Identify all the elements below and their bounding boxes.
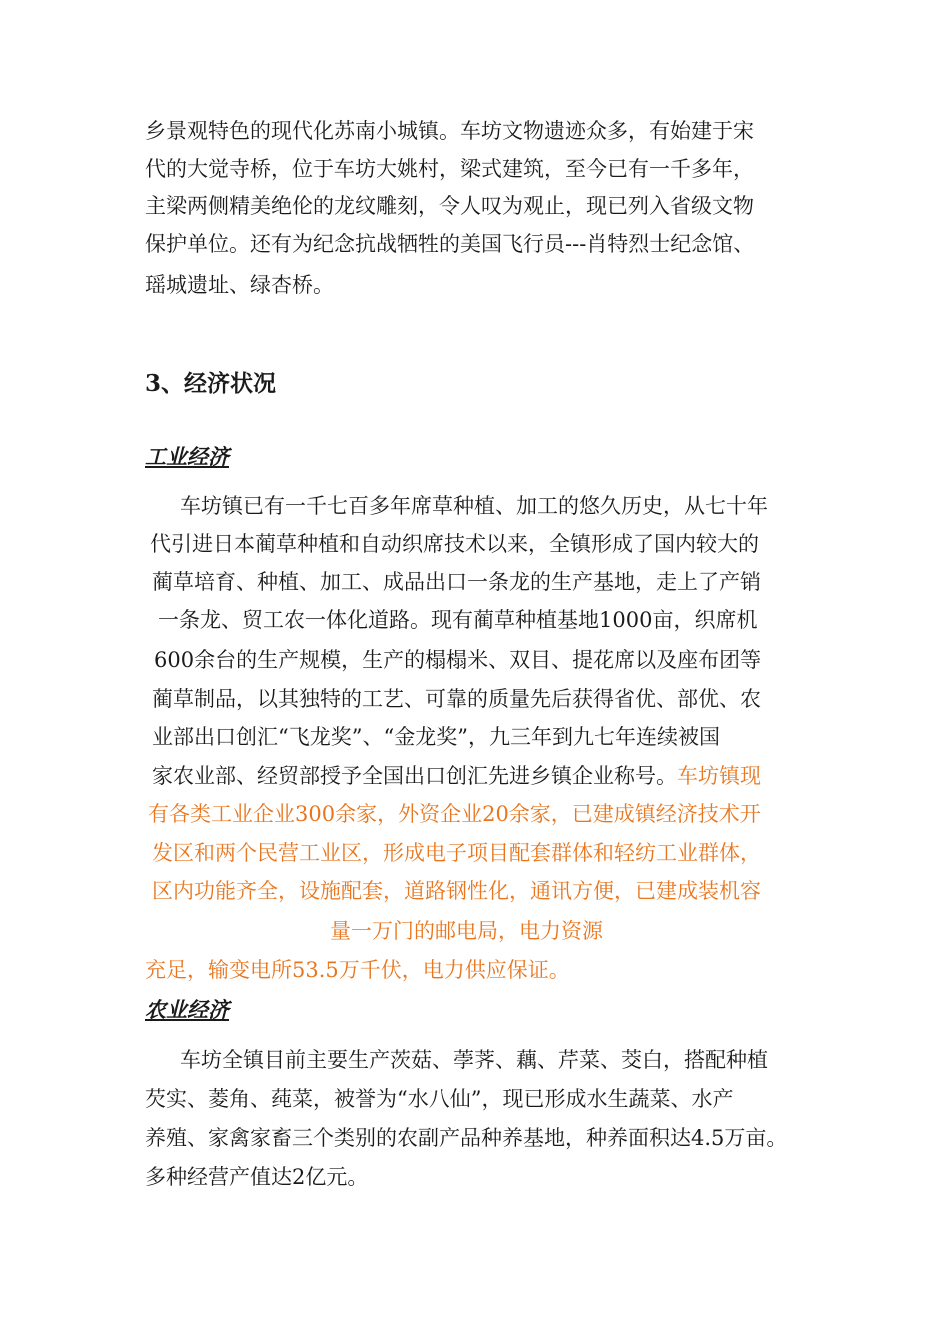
- industry-line-8-highlight: 车坊镇现: [677, 764, 761, 788]
- industry-highlight-line-4: 量一万门的邮电局，电力资源: [330, 919, 603, 943]
- industry-line-5: 600余台的生产规模，生产的榻榻米、双目、提花席以及座布团等: [154, 648, 762, 672]
- industry-line-8-text: 家农业部、经贸部授予全国出口创汇先进乡镇企业称号。: [152, 764, 677, 788]
- intro-line-4: 保护单位。还有为纪念抗战牺牲的美国飞行员---肖特烈士纪念馆、: [145, 232, 755, 256]
- agriculture-line-3: 养殖、家禽家畜三个类别的农副产品种养基地，种养面积达4.5万亩。: [145, 1126, 788, 1150]
- section-heading: 3、经济状况: [145, 370, 277, 397]
- industry-line-1: 车坊镇已有一千七百多年席草种植、加工的悠久历史，从七十年: [180, 494, 768, 518]
- agriculture-line-2: 芡实、菱角、莼菜，被誉为“水八仙”，现已形成水生蔬菜、水产: [145, 1087, 734, 1111]
- intro-line-3: 主梁两侧精美绝伦的龙纹雕刻，令人叹为观止，现已列入省级文物: [145, 194, 754, 218]
- industry-highlight-line-2: 发区和两个民营工业区，形成电子项目配套群体和轻纺工业群体，: [152, 841, 761, 865]
- industry-line-6: 蔺草制品，以其独特的工艺、可靠的质量先后获得省优、部优、农: [152, 687, 761, 711]
- agriculture-line-1: 车坊全镇目前主要生产茨菇、荸荠、藕、芹菜、茭白，搭配种植: [180, 1048, 768, 1072]
- industry-highlight-line-3: 区内功能齐全，设施配套，道路钢性化，通讯方便，已建成装机容: [152, 879, 761, 903]
- industry-line-4: 一条龙、贸工农一体化道路。现有蔺草种植基地1000亩，织席机: [158, 608, 758, 632]
- industry-line-2: 代引进日本蔺草种植和自动织席技术以来，全镇形成了国内较大的: [150, 532, 759, 556]
- intro-line-1: 乡景观特色的现代化苏南小城镇。车坊文物遗迹众多，有始建于宋: [145, 119, 754, 143]
- agriculture-line-4: 多种经营产值达2亿元。: [145, 1165, 369, 1189]
- industry-highlight-line-1: 有各类工业企业300余家，外资企业20余家，已建成镇经济技术开: [148, 802, 761, 826]
- industry-line-8: [152, 762, 761, 790]
- agriculture-subheading: 农业经济: [145, 997, 229, 1022]
- industry-highlight-line-5: 充足，输变电所53.5万千伏，电力供应保证。: [145, 958, 570, 982]
- intro-line-2: 代的大觉寺桥，位于车坊大姚村，梁式建筑，至今已有一千多年，: [145, 157, 754, 181]
- intro-line-5: 瑶城遗址、绿杏桥。: [145, 273, 334, 297]
- industry-line-7: 业部出口创汇“飞龙奖”、“金龙奖”，九三年到九七年连续被国: [152, 725, 720, 749]
- industry-line-3: 蔺草培育、种植、加工、成品出口一条龙的生产基地，走上了产销: [152, 570, 761, 594]
- industry-subheading: 工业经济: [145, 444, 229, 469]
